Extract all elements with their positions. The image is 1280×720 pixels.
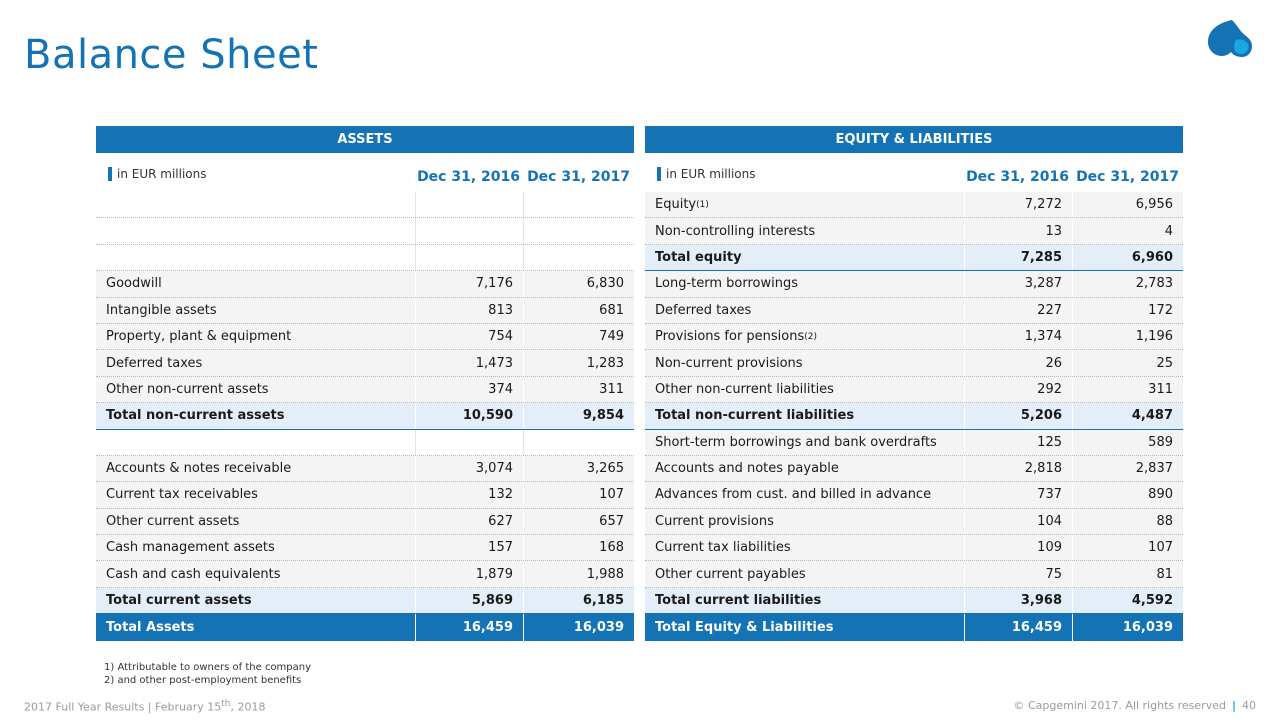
value-2017: 172: [1148, 302, 1173, 318]
value-2017: [524, 430, 634, 455]
value-2016: 1,879: [416, 561, 524, 586]
row-label: [96, 588, 416, 613]
page-title: Balance Sheet: [24, 32, 319, 78]
row-label: [96, 350, 416, 375]
row-label: [645, 218, 965, 243]
row-label-text: Total current assets: [106, 593, 252, 609]
value-2017: 4: [1164, 223, 1173, 239]
value-2017: 107: [599, 487, 624, 503]
value-2017: 4,592: [1131, 593, 1173, 609]
table-total-row: [645, 245, 1183, 271]
row-label-text: Provisions for pensions: [655, 329, 805, 345]
value-2016: 3,287: [965, 271, 1073, 296]
row-label: [96, 535, 416, 560]
assets-panel: [96, 126, 634, 641]
value-2016: 7,176: [416, 271, 524, 296]
table-row: [645, 271, 1183, 297]
value-2017: 890: [1148, 487, 1173, 503]
value-2016: 16,459: [416, 614, 524, 641]
value-2017: 1,988: [586, 566, 624, 582]
row-label-text: Other current payables: [655, 566, 806, 582]
value-2017: 6,830: [586, 276, 624, 292]
table-row: [96, 218, 634, 244]
footnote-1: 1) Attributable to owners of the company: [104, 662, 312, 673]
copyright-text: © Capgemini 2017. All rights reserved: [1013, 699, 1226, 712]
value-2017: 749: [599, 329, 624, 345]
row-label-text: Deferred taxes: [106, 355, 203, 371]
table-row: [645, 350, 1183, 376]
row-label: [645, 245, 965, 270]
value-2017: 16,039: [573, 620, 624, 636]
table-row: [96, 430, 634, 456]
assets-col-2017: Dec 31, 2017: [527, 168, 630, 185]
table-row: [645, 482, 1183, 508]
footnote-2: 2) and other post-employment benefits: [104, 675, 302, 686]
value-2016: 75: [965, 561, 1073, 586]
row-label: [96, 561, 416, 586]
value-2017: 657: [599, 513, 624, 529]
value-2017: 25: [1156, 355, 1173, 371]
table-total-row: [645, 588, 1183, 614]
row-label-text: Total current liabilities: [655, 593, 822, 609]
row-label: [96, 271, 416, 296]
table-row: [96, 350, 634, 376]
value-2016: 5,869: [416, 588, 524, 613]
value-2016: 5,206: [965, 403, 1073, 428]
row-label: [645, 535, 965, 560]
row-label: [645, 350, 965, 375]
row-label-text: Short-term borrowings and bank overdrafts: [655, 434, 937, 450]
footer-event-year: , 2018: [230, 700, 266, 714]
row-label-text: Intangible assets: [106, 302, 217, 318]
row-label: [645, 298, 965, 323]
table-row: [96, 298, 634, 324]
row-label-text: Current provisions: [655, 513, 774, 529]
row-label: [645, 430, 965, 455]
footer-event: [24, 699, 265, 714]
table-row: [645, 430, 1183, 456]
row-label-text: Other non-current liabilities: [655, 381, 834, 397]
value-2017: 88: [1156, 513, 1173, 529]
value-2017: 81: [1156, 566, 1173, 582]
table-row: [96, 324, 634, 350]
value-2016: 3,968: [965, 588, 1073, 613]
value-2017: 6,185: [582, 593, 624, 609]
table-row: [96, 192, 634, 218]
assets-column-header: [96, 153, 634, 192]
table-row: [96, 377, 634, 403]
footnotes: [104, 661, 311, 687]
row-label: [645, 192, 965, 217]
table-total-row: [645, 403, 1183, 429]
value-2017: [524, 245, 634, 270]
value-2016: 10,590: [416, 403, 524, 428]
row-label: [96, 614, 416, 641]
value-2016: 125: [965, 430, 1073, 455]
row-label: [645, 324, 965, 349]
value-2017: 107: [1148, 540, 1173, 556]
value-2017: 589: [1148, 434, 1173, 450]
row-label-text: Total non-current assets: [106, 408, 285, 424]
row-label: [645, 377, 965, 402]
row-label-text: Goodwill: [106, 276, 162, 292]
liabilities-header: EQUITY & LIABILITIES: [645, 126, 1183, 153]
value-2016: 104: [965, 509, 1073, 534]
table-grand-total-row: [645, 614, 1183, 641]
row-label-text: Deferred taxes: [655, 302, 752, 318]
liabilities-panel: [645, 126, 1183, 641]
table-row: [645, 561, 1183, 587]
footer-copyright: [1013, 699, 1256, 712]
value-2016: 157: [416, 535, 524, 560]
row-label: [645, 614, 965, 641]
value-2016: 16,459: [965, 614, 1073, 641]
assets-table-body: [96, 192, 634, 641]
value-2017: 311: [599, 381, 624, 397]
table-row: [645, 298, 1183, 324]
row-label-text: Accounts & notes receivable: [106, 461, 292, 477]
value-2016: 13: [965, 218, 1073, 243]
row-label: [96, 482, 416, 507]
row-label: [645, 588, 965, 613]
table-row: [645, 509, 1183, 535]
footer-separator: |: [1231, 699, 1236, 712]
value-2016: 813: [416, 298, 524, 323]
liabilities-col-2017: Dec 31, 2017: [1076, 168, 1179, 185]
footnote-ref: (2): [804, 331, 818, 342]
row-label: [645, 403, 965, 428]
assets-col-2016: Dec 31, 2016: [417, 168, 520, 185]
row-label: [96, 324, 416, 349]
value-2016: 2,818: [965, 456, 1073, 481]
row-label: [96, 456, 416, 481]
row-label: [96, 192, 416, 217]
assets-unit-label: in EUR millions: [108, 167, 207, 181]
table-row: [96, 245, 634, 271]
liabilities-column-header: [645, 153, 1183, 192]
value-2016: 7,285: [965, 245, 1073, 270]
value-2017: 16,039: [1122, 620, 1173, 636]
table-grand-total-row: [96, 614, 634, 641]
assets-header: ASSETS: [96, 126, 634, 153]
footer-event-text: 2017 Full Year Results | February 15: [24, 700, 222, 714]
value-2016: 132: [416, 482, 524, 507]
row-label: [96, 403, 416, 428]
footer-event-sup: th: [221, 699, 231, 709]
value-2017: 311: [1148, 381, 1173, 397]
value-2016: 3,074: [416, 456, 524, 481]
value-2017: 168: [599, 540, 624, 556]
row-label-text: Total Assets: [106, 620, 195, 636]
table-row: [96, 561, 634, 587]
row-label: [96, 377, 416, 402]
row-label-text: Equity: [655, 197, 697, 213]
value-2016: 737: [965, 482, 1073, 507]
row-label-text: Cash management assets: [106, 540, 275, 556]
table-row: [96, 456, 634, 482]
row-label-text: Cash and cash equivalents: [106, 566, 281, 582]
row-label: [96, 430, 416, 455]
value-2017: 4,487: [1131, 408, 1173, 424]
row-label: [645, 456, 965, 481]
value-2016: 374: [416, 377, 524, 402]
table-row: [645, 192, 1183, 218]
value-2016: 754: [416, 324, 524, 349]
value-2016: 109: [965, 535, 1073, 560]
row-label-text: Long-term borrowings: [655, 276, 798, 292]
table-row: [96, 482, 634, 508]
liabilities-table-body: [645, 192, 1183, 641]
value-2016: [416, 245, 524, 270]
page-number: 40: [1242, 699, 1256, 712]
row-label: [645, 271, 965, 296]
value-2017: 9,854: [582, 408, 624, 424]
row-label-text: Total equity: [655, 249, 742, 265]
row-label-text: Non-current provisions: [655, 355, 803, 371]
row-label-text: Total non-current liabilities: [655, 408, 855, 424]
value-2017: 1,196: [1135, 329, 1173, 345]
value-2017: 2,837: [1135, 461, 1173, 477]
value-2016: 1,473: [416, 350, 524, 375]
row-label-text: Other current assets: [106, 513, 240, 529]
value-2016: 7,272: [965, 192, 1073, 217]
value-2017: 681: [599, 302, 624, 318]
value-2017: [524, 192, 634, 217]
row-label: [96, 218, 416, 243]
table-total-row: [96, 403, 634, 429]
table-row: [645, 218, 1183, 244]
row-label-text: Total Equity & Liabilities: [655, 620, 834, 636]
row-label-text: Non-controlling interests: [655, 223, 816, 239]
value-2016: 627: [416, 509, 524, 534]
row-label: [645, 561, 965, 586]
spade-logo-icon: [1202, 16, 1254, 60]
table-row: [96, 535, 634, 561]
value-2017: 2,783: [1135, 276, 1173, 292]
table-row: [645, 456, 1183, 482]
row-label: [645, 482, 965, 507]
row-label: [96, 509, 416, 534]
row-label-text: Accounts and notes payable: [655, 461, 839, 477]
row-label-text: Advances from cust. and billed in advance: [655, 487, 932, 503]
table-row: [96, 509, 634, 535]
value-2016: 26: [965, 350, 1073, 375]
liabilities-col-2016: Dec 31, 2016: [966, 168, 1069, 185]
table-row: [96, 271, 634, 297]
value-2017: 6,960: [1131, 249, 1173, 265]
footnote-ref: (1): [696, 199, 709, 210]
value-2016: 292: [965, 377, 1073, 402]
row-label: [96, 298, 416, 323]
table-total-row: [96, 588, 634, 614]
table-row: [645, 324, 1183, 350]
row-label-text: Other non-current assets: [106, 381, 269, 397]
liabilities-unit-label: in EUR millions: [657, 167, 756, 181]
row-label-text: Current tax receivables: [106, 487, 258, 503]
value-2016: [416, 430, 524, 455]
row-label-text: Current tax liabilities: [655, 540, 791, 556]
row-label-text: Property, plant & equipment: [106, 329, 292, 345]
value-2017: [524, 218, 634, 243]
table-row: [645, 377, 1183, 403]
value-2016: 227: [965, 298, 1073, 323]
table-row: [645, 535, 1183, 561]
value-2016: [416, 218, 524, 243]
value-2016: 1,374: [965, 324, 1073, 349]
value-2017: 1,283: [586, 355, 624, 371]
row-label: [645, 509, 965, 534]
value-2016: [416, 192, 524, 217]
value-2017: 6,956: [1135, 197, 1173, 213]
value-2017: 3,265: [586, 461, 624, 477]
row-label: [96, 245, 416, 270]
